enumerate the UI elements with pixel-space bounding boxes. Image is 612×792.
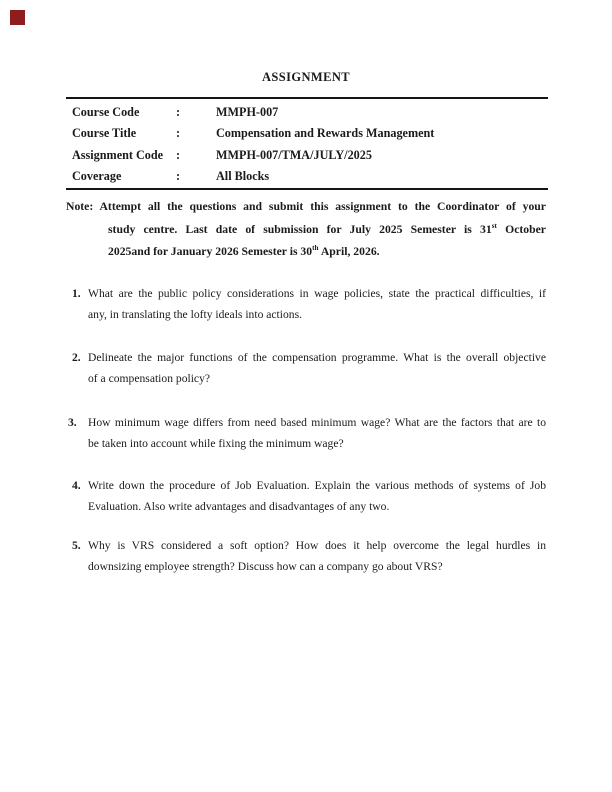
- row-label: Course Code: [72, 105, 140, 120]
- note-line-2: [66, 219, 546, 242]
- row-label: Coverage: [72, 168, 122, 183]
- row-separator: :: [176, 168, 181, 183]
- row-label: Course Title: [72, 126, 137, 141]
- question-line: Why is VRS considered a soft option? How does it help overcome the legal hurdles in: [88, 539, 546, 552]
- question-line: How minimum wage differs from need based minimum wage? What are the factors that are to: [88, 416, 546, 429]
- question-item-3: [68, 412, 546, 454]
- note-paragraph: [66, 196, 546, 264]
- question-text: [88, 283, 546, 325]
- question-line: Delineate the major functions of the compensation programme. What is the overall objective: [88, 351, 546, 364]
- question-item-4: [72, 475, 546, 517]
- row-separator: :: [176, 105, 181, 120]
- row-value: All Blocks: [216, 168, 270, 183]
- question-item-2: [72, 347, 546, 389]
- table-row-course-title: [66, 126, 548, 141]
- table-row-coverage: [66, 169, 548, 184]
- note-line-2-text: study centre. Last date of submission for July 2025 Semester is 31: [108, 222, 492, 236]
- question-text: [88, 347, 546, 389]
- note-line-1: Note: Attempt all the questions and submit this assignment to the Coordinator of your: [66, 200, 546, 213]
- question-text: [88, 412, 546, 454]
- row-value: Compensation and Rewards Management: [216, 126, 435, 141]
- question-line: downsizing employee strength? Discuss how can a company go about VRS?: [88, 560, 443, 573]
- row-label: Assignment Code: [72, 147, 164, 162]
- question-line: Write down the procedure of Job Evaluation. Explain the various methods of systems of Job: [88, 479, 546, 492]
- question-line: be taken into account while fixing the minimum wage?: [88, 437, 344, 450]
- question-line: Evaluation. Also write advantages and disadvantages of any two.: [88, 500, 390, 513]
- question-line: any, in translating the lofty ideals into actions.: [88, 308, 303, 321]
- note-line-3-text-end: April, 2026.: [318, 245, 380, 258]
- course-table: [66, 97, 548, 190]
- question-number: 2.: [72, 351, 81, 364]
- question-line: of a compensation policy?: [88, 372, 211, 385]
- table-row-course-code: [66, 105, 548, 120]
- row-value: MMPH-007/TMA/JULY/2025: [216, 147, 372, 162]
- table-row-assignment-code: [66, 148, 548, 163]
- row-separator: :: [176, 126, 181, 141]
- question-number: 3.: [68, 416, 77, 429]
- corner-mark: [10, 10, 25, 25]
- ordinal-superscript: st: [491, 221, 497, 230]
- question-text: [88, 475, 546, 517]
- question-number: 4.: [72, 479, 81, 492]
- question-item-5: [72, 535, 546, 577]
- document-title: ASSIGNMENT: [261, 70, 351, 84]
- note-line-2-text-end: October: [496, 222, 546, 236]
- row-separator: :: [176, 147, 181, 162]
- ordinal-superscript: th: [312, 244, 319, 253]
- question-text: [88, 535, 546, 577]
- row-value: MMPH-007: [216, 105, 279, 120]
- question-number: 1.: [72, 287, 81, 300]
- question-line: What are the public policy considerations in wage policies, state the practical difficulties, if: [88, 287, 546, 300]
- question-item-1: [72, 283, 546, 325]
- question-number: 5.: [72, 539, 81, 552]
- note-line-3: [66, 241, 546, 264]
- note-line-3-text: 2025and for January 2026 Semester is 30: [108, 245, 313, 258]
